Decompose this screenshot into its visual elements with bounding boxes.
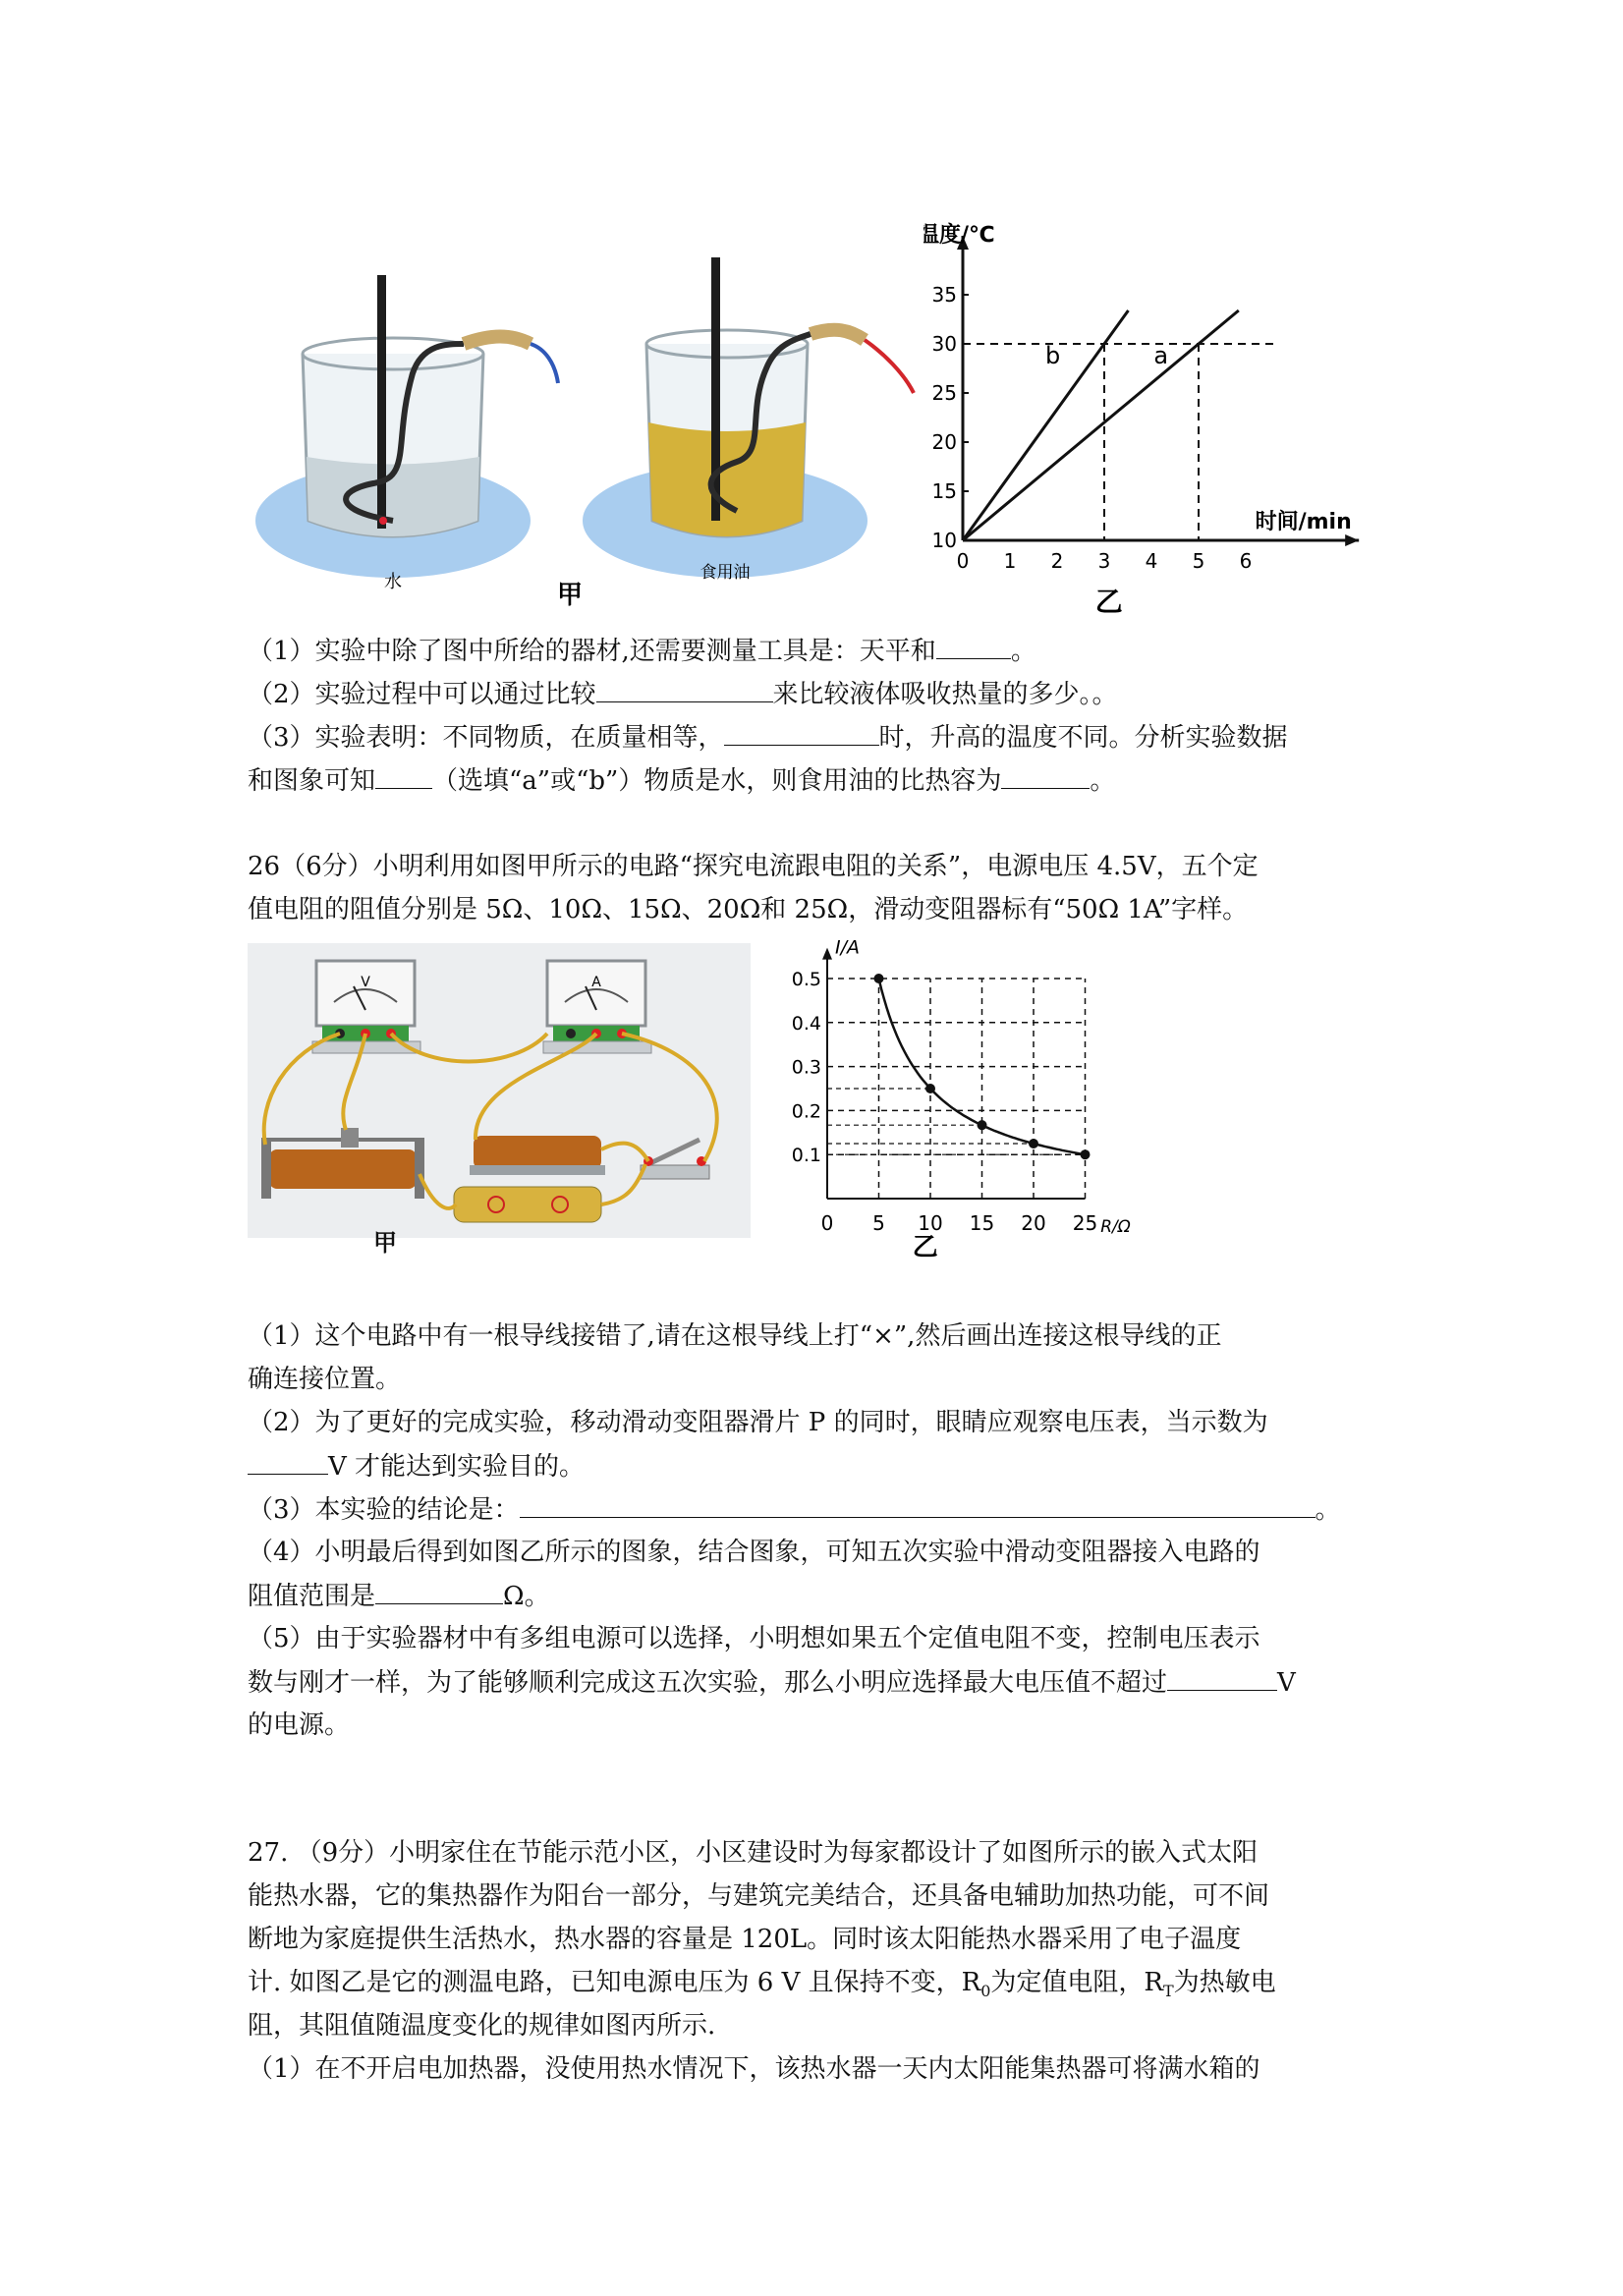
q26-intro-1: 26（6分）小明利用如图甲所示的电路“探究电流跟电阻的关系”，电源电压 4.5V，五个定 <box>248 852 1259 881</box>
data-point <box>1029 1139 1038 1148</box>
x-tick-label: 0 <box>820 1211 834 1235</box>
y-tick-label: 15 <box>931 479 957 503</box>
q26-p1-line-1: （1）这个电路中有一根导线接错了,请在这根导线上打“×”,然后画出连接这根导线的正 <box>248 1321 1222 1351</box>
answer-blank-6[interactable] <box>248 1444 328 1475</box>
q26-p2-line-1: （2）为了更好的完成实验，移动滑动变阻器滑片 P 的同时，眼睛应观察电压表，当示数为 <box>248 1408 1268 1437</box>
data-point <box>978 1120 987 1130</box>
answer-blank-7[interactable] <box>520 1487 1315 1518</box>
q27-line-2: 能热水器，它的集热器作为阳台一部分，与建筑完美结合，还具备电辅助加热功能，可不间 <box>248 1881 1270 1911</box>
ammeter-symbol: A <box>591 975 601 990</box>
q26-p5-line-3: 的电源。 <box>248 1710 351 1740</box>
q27-line-6: （1）在不开启电加热器，没使用热水情况下，该热水器一天内太阳能集热器可将满水箱的 <box>248 2054 1260 2084</box>
figure-beakers <box>246 196 953 609</box>
x-tick-label: 0 <box>956 549 970 573</box>
caption-yi: 乙 <box>1094 586 1123 618</box>
y-tick-label: 0.2 <box>791 1100 821 1123</box>
q26-p3-line: （3）本实验的结论是： 。 <box>248 1487 1341 1532</box>
answer-blank-2[interactable] <box>596 672 773 702</box>
graph-caption: 乙 <box>912 1233 938 1258</box>
answer-blank-8[interactable] <box>375 1574 503 1604</box>
y-tick-label: 35 <box>931 283 957 307</box>
x-tick-label: 25 <box>1072 1211 1098 1235</box>
answer-blank-4[interactable] <box>375 758 432 789</box>
q26-p4-line-2: 阻值范围是 Ω。 <box>248 1574 550 1618</box>
x-tick-label: 2 <box>1050 549 1064 573</box>
oil-label: 食用油 <box>700 563 751 583</box>
x-axis-label: R/Ω <box>1100 1217 1131 1237</box>
x-tick-label: 5 <box>1192 549 1205 573</box>
series-label-b: b <box>1045 342 1061 369</box>
q27-line-4: 计. 如图乙是它的测温电路，已知电源电压为 6 V 且保持不变，$R_0$为定值电阻，$R_T$为热敏电 <box>248 1968 1276 2001</box>
y-tick-label: 30 <box>931 332 957 356</box>
circuit-caption: 甲 <box>373 1229 397 1257</box>
data-point <box>1081 1149 1091 1159</box>
q26-p5-line-2: 数与刚才一样，为了能够顺利完成这五次实验，那么小明应选择最大电压值不超过 V <box>248 1660 1296 1705</box>
x-tick-label: 4 <box>1145 549 1158 573</box>
q25-line-1: （1）实验中除了图中所给的器材,还需要测量工具是：天平和 。 <box>248 629 1036 673</box>
voltmeter-symbol: V <box>361 975 370 990</box>
answer-blank-9[interactable] <box>1167 1660 1277 1691</box>
y-axis-arrow <box>822 948 832 960</box>
q26-intro-2: 值电阻的阻值分别是 5Ω、10Ω、15Ω、20Ω和 25Ω，滑动变阻器标有“50Ω 1A”字样。 <box>248 895 1249 924</box>
q26-p1-line-2: 确连接位置。 <box>248 1365 402 1394</box>
q27-line-5: 阻，其阻值随温度变化的规律如图丙所示. <box>248 2011 716 2041</box>
y-axis-label: I/A <box>835 936 861 959</box>
circuit-figure <box>248 943 754 1238</box>
x-axis-label: 时间/min <box>1255 510 1352 534</box>
x-tick-label: 15 <box>969 1211 995 1235</box>
answer-blank-5[interactable] <box>1001 758 1090 789</box>
q25-line-4: 和图象可知 （选填“a”或“b”）物质是水，则食用油的比热容为 。 <box>248 758 1115 803</box>
x-tick-label: 20 <box>1021 1211 1046 1235</box>
q25-line-2: （2）实验过程中可以通过比较 来比较液体吸收热量的多少。。 <box>248 672 1118 716</box>
answer-blank-1[interactable] <box>936 629 1011 659</box>
data-point <box>925 1084 935 1093</box>
x-tick-label: 1 <box>1003 549 1017 573</box>
x-tick-label: 5 <box>872 1211 885 1235</box>
y-tick-label: 20 <box>931 430 957 454</box>
q26-p2-line-2: V 才能达到实验目的。 <box>248 1444 585 1488</box>
x-tick-label: 10 <box>918 1211 943 1235</box>
y-tick-label: 0.1 <box>791 1145 821 1167</box>
q25-line-3: （3）实验表明：不同物质，在质量相等， 时，升高的温度不同。分析实验数据 <box>248 715 1288 759</box>
series-label-a: a <box>1153 342 1169 369</box>
y-axis-label: 温度/℃ <box>923 223 995 248</box>
q27-line-3: 断地为家庭提供生活热水，热水器的容量是 120L。同时该太阳能热水器采用了电子温度 <box>248 1925 1242 1954</box>
y-tick-label: 0.3 <box>791 1056 821 1079</box>
y-tick-label: 10 <box>931 529 957 552</box>
x-axis-arrow <box>1345 534 1359 546</box>
y-tick-label: 0.5 <box>791 969 821 990</box>
water-label: 水 <box>384 572 402 592</box>
x-tick-label: 6 <box>1239 549 1253 573</box>
x-tick-label: 3 <box>1097 549 1111 573</box>
y-tick-label: 0.4 <box>791 1012 821 1035</box>
y-tick-label: 25 <box>931 381 957 405</box>
caption-jia: 甲 <box>556 581 584 609</box>
series-line-a <box>963 310 1239 540</box>
q26-p4-line-1: （4）小明最后得到如图乙所示的图象，结合图象，可知五次实验中滑动变阻器接入电路的 <box>248 1538 1260 1567</box>
temperature-time-chart <box>923 206 1385 619</box>
answer-blank-3[interactable] <box>724 715 879 746</box>
data-point <box>874 974 884 983</box>
q26-p5-line-1: （5）由于实验器材中有多组电源可以选择，小明想如果五个定值电阻不变，控制电压表示 <box>248 1624 1260 1653</box>
q27-line-1: 27. （9分）小明家住在节能示范小区，小区建设时为每家都设计了如图所示的嵌入式太阳 <box>248 1838 1259 1868</box>
current-resistance-chart <box>776 933 1159 1258</box>
